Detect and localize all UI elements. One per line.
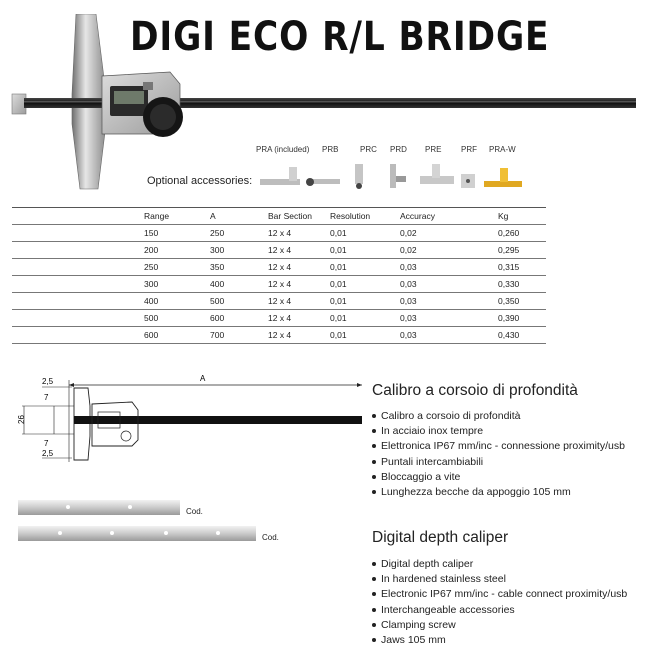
list-item: Clamping screw xyxy=(372,618,627,633)
table-row xyxy=(12,225,546,242)
cell-kg: 0,430 xyxy=(498,330,520,340)
cell-a: 700 xyxy=(210,330,225,340)
spec-table xyxy=(12,207,546,344)
dim-height-label: 26 xyxy=(17,415,26,424)
cell-a: 250 xyxy=(210,228,225,238)
cell-kg: 0,350 xyxy=(498,296,520,306)
cell-range: 300 xyxy=(144,279,159,289)
cell-accuracy: 0,03 xyxy=(400,262,417,272)
cell-resolution: 0,01 xyxy=(330,228,347,238)
list-item: Lunghezza becche da appoggio 105 mm xyxy=(372,485,625,500)
cell-resolution: 0,01 xyxy=(330,296,347,306)
cell-range: 200 xyxy=(144,245,159,255)
ruler-hole xyxy=(110,531,114,535)
accessory-code-prd: PRD xyxy=(390,145,407,154)
cell-a: 350 xyxy=(210,262,225,272)
list-item: Puntali intercambiabili xyxy=(372,455,625,470)
accessory-pre-icon xyxy=(420,164,454,184)
header-bar-section: Bar Section xyxy=(268,211,312,221)
cell-bar-section: 12 x 4 xyxy=(268,228,292,238)
list-item: Digital depth caliper xyxy=(372,557,627,572)
cell-bar-section: 12 x 4 xyxy=(268,279,292,289)
list-item: Jaws 105 mm xyxy=(372,633,627,648)
english-heading: Digital depth caliper xyxy=(372,529,509,546)
accessory-prf-icon xyxy=(461,174,475,188)
list-item: In acciaio inox tempre xyxy=(372,424,625,439)
ruler-long xyxy=(18,526,256,541)
accessory-code-prf: PRF xyxy=(461,145,477,154)
cod-label-short: Cod. xyxy=(186,507,203,516)
cell-kg: 0,330 xyxy=(498,279,520,289)
cell-accuracy: 0,02 xyxy=(400,245,417,255)
header-range: Range xyxy=(144,211,170,221)
list-item: Calibro a corsoio di profondità xyxy=(372,409,625,424)
accessory-prc-icon xyxy=(355,164,363,189)
table-row xyxy=(12,310,546,327)
header-resolution: Resolution xyxy=(330,211,371,221)
accessory-code-pra-w: PRA-W xyxy=(489,145,516,154)
accessory-code-pre: PRE xyxy=(425,145,442,154)
cell-kg: 0,390 xyxy=(498,313,520,323)
accessory-code-pra: PRA (included) xyxy=(256,145,310,154)
page-title: DIGI ECO R/L BRIDGE xyxy=(130,14,550,60)
list-item: Elettronica IP67 mm/inc - connessione proximity/usb xyxy=(372,439,625,454)
italian-heading: Calibro a corsoio di profondità xyxy=(372,382,578,399)
dim-a-label: A xyxy=(200,374,206,383)
cell-range: 500 xyxy=(144,313,159,323)
cell-resolution: 0,01 xyxy=(330,262,347,272)
header-a: A xyxy=(210,211,216,221)
cod-label-long: Cod. xyxy=(262,533,279,542)
dim-top-label: 2,5 xyxy=(42,377,54,386)
cell-bar-section: 12 x 4 xyxy=(268,330,292,340)
ruler-hole xyxy=(66,505,70,509)
optional-accessories-label: Optional accessories: xyxy=(147,175,253,187)
table-row xyxy=(12,242,546,259)
cell-accuracy: 0,02 xyxy=(400,228,417,238)
dim-bottom-label: 2,5 xyxy=(42,449,54,458)
list-item: In hardened stainless steel xyxy=(372,572,627,587)
header-accuracy: Accuracy xyxy=(400,211,435,221)
cell-bar-section: 12 x 4 xyxy=(268,262,292,272)
dimension-diagram xyxy=(14,366,364,472)
table-row xyxy=(12,327,546,344)
cell-resolution: 0,01 xyxy=(330,330,347,340)
accessory-code-prb: PRB xyxy=(322,145,339,154)
accessory-pra-w-icon xyxy=(484,168,522,187)
cell-a: 300 xyxy=(210,245,225,255)
ruler-hole xyxy=(128,505,132,509)
accessory-pra-icon xyxy=(260,167,300,185)
cell-resolution: 0,01 xyxy=(330,279,347,289)
accessory-prd-icon xyxy=(390,164,406,188)
cell-range: 600 xyxy=(144,330,159,340)
cell-kg: 0,315 xyxy=(498,262,520,272)
ruler-short xyxy=(18,500,180,515)
cell-bar-section: 12 x 4 xyxy=(268,296,292,306)
cell-accuracy: 0,03 xyxy=(400,279,417,289)
dim-upper-seven-label: 7 xyxy=(44,393,49,402)
cell-bar-section: 12 x 4 xyxy=(268,313,292,323)
list-item: Bloccaggio a vite xyxy=(372,470,625,485)
cell-bar-section: 12 x 4 xyxy=(268,245,292,255)
cell-resolution: 0,01 xyxy=(330,313,347,323)
ruler-hole xyxy=(164,531,168,535)
header-kg: Kg xyxy=(498,211,509,221)
cell-a: 400 xyxy=(210,279,225,289)
cell-range: 400 xyxy=(144,296,159,306)
accessory-prb-icon xyxy=(306,178,340,186)
cell-kg: 0,260 xyxy=(498,228,520,238)
cell-range: 250 xyxy=(144,262,159,272)
table-row xyxy=(12,276,546,293)
cell-a: 600 xyxy=(210,313,225,323)
accessory-code-prc: PRC xyxy=(360,145,377,154)
table-header-row xyxy=(12,208,546,225)
cell-resolution: 0,01 xyxy=(330,245,347,255)
cell-kg: 0,295 xyxy=(498,245,520,255)
ruler-hole xyxy=(216,531,220,535)
cell-accuracy: 0,03 xyxy=(400,313,417,323)
hook-left xyxy=(12,94,26,114)
cell-accuracy: 0,03 xyxy=(400,296,417,306)
italian-feature-list xyxy=(372,409,625,500)
dim-lower-seven-label: 7 xyxy=(44,439,49,448)
cell-range: 150 xyxy=(144,228,159,238)
list-item: Electronic IP67 mm/inc - cable connect proximity/usb xyxy=(372,587,627,602)
cell-a: 500 xyxy=(210,296,225,306)
english-feature-list xyxy=(372,557,627,648)
list-item: Interchangeable accessories xyxy=(372,603,627,618)
table-row xyxy=(12,293,546,310)
depth-caliper-image xyxy=(10,14,640,204)
ruler-hole xyxy=(58,531,62,535)
cell-accuracy: 0,03 xyxy=(400,330,417,340)
table-row xyxy=(12,259,546,276)
clamp-screw xyxy=(143,82,153,90)
